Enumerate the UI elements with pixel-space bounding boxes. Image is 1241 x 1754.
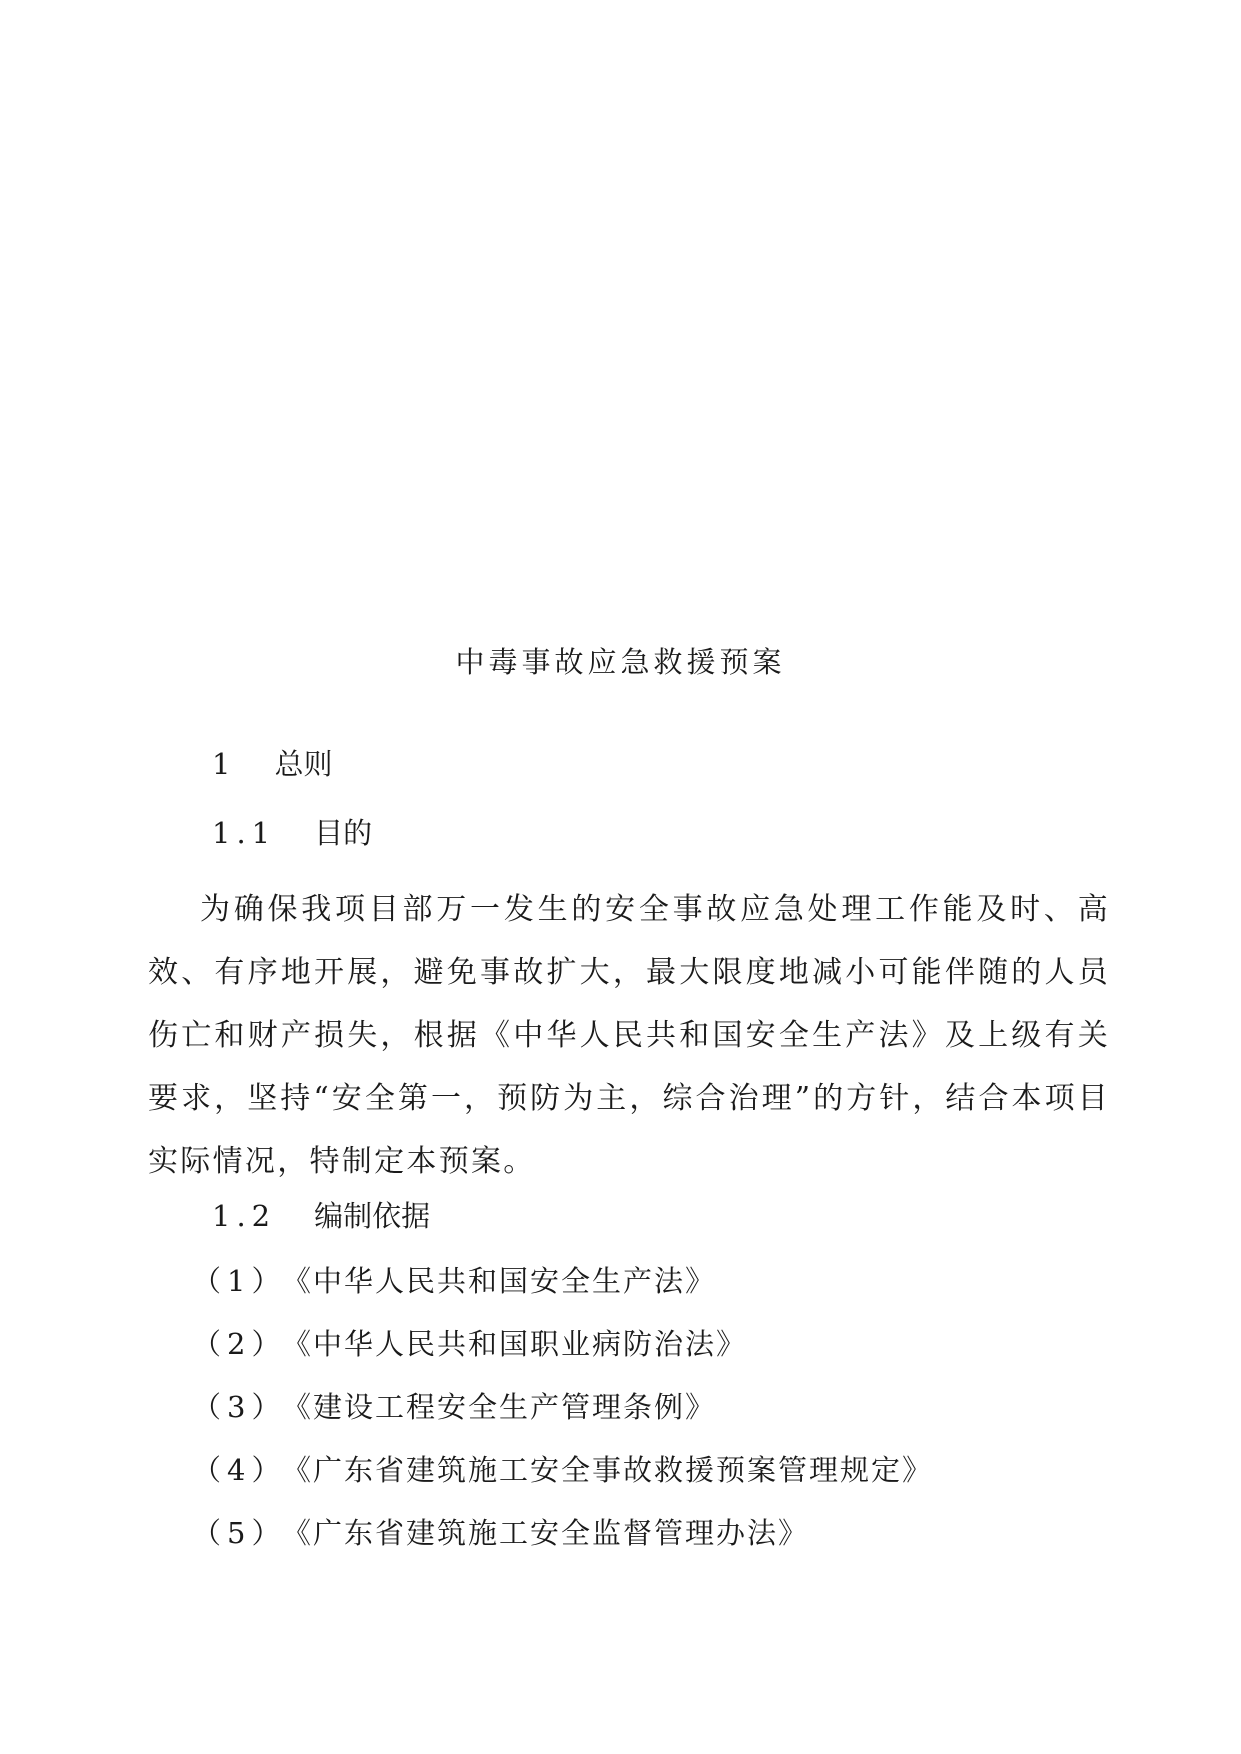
basis-item xyxy=(192,1513,809,1553)
document-title: 中毒事故应急救援预案 xyxy=(455,645,786,679)
section-number: 1.1 xyxy=(212,816,277,850)
basis-item xyxy=(192,1450,933,1490)
basis-item-text: 《建设工程安全生产管理条例》 xyxy=(282,1390,717,1424)
basis-item-text: 《中华人民共和国安全生产法》 xyxy=(282,1264,717,1298)
basis-item-number: （3） xyxy=(192,1390,287,1424)
section-label: 总则 xyxy=(274,747,333,781)
basis-item xyxy=(192,1324,747,1364)
section-heading-1 xyxy=(212,744,332,784)
section-number: 1.2 xyxy=(212,1199,277,1233)
basis-item-number: （4） xyxy=(192,1453,287,1487)
basis-item xyxy=(192,1261,716,1301)
basis-item-number: （1） xyxy=(192,1264,287,1298)
basis-item-number: （5） xyxy=(192,1516,287,1550)
section-heading-1-1 xyxy=(212,813,372,853)
section-label: 编制依据 xyxy=(314,1199,431,1233)
basis-item-number: （2） xyxy=(192,1327,287,1361)
section-heading-1-2 xyxy=(212,1196,430,1236)
section-label: 目的 xyxy=(314,816,373,850)
basis-item-text: 《广东省建筑施工安全监督管理办法》 xyxy=(282,1516,810,1550)
purpose-paragraph: 为确保我项目部万一发生的安全事故应急处理工作能及时、高效、有序地开展，避免事故扩大，最大限度地减小可能伴随的人员伤亡和财产损失，根据《中华人民共和国安全生产法》及上级有关要求，坚持“安全第一，预防为主，综合治理”的方针，结合本项目实际情况，特制定本预案。 xyxy=(148,892,1110,1179)
basis-item xyxy=(192,1387,716,1427)
basis-item-text: 《中华人民共和国职业病防治法》 xyxy=(282,1327,748,1361)
section-number: 1 xyxy=(212,747,237,781)
basis-item-text: 《广东省建筑施工安全事故救援预案管理规定》 xyxy=(282,1453,934,1487)
